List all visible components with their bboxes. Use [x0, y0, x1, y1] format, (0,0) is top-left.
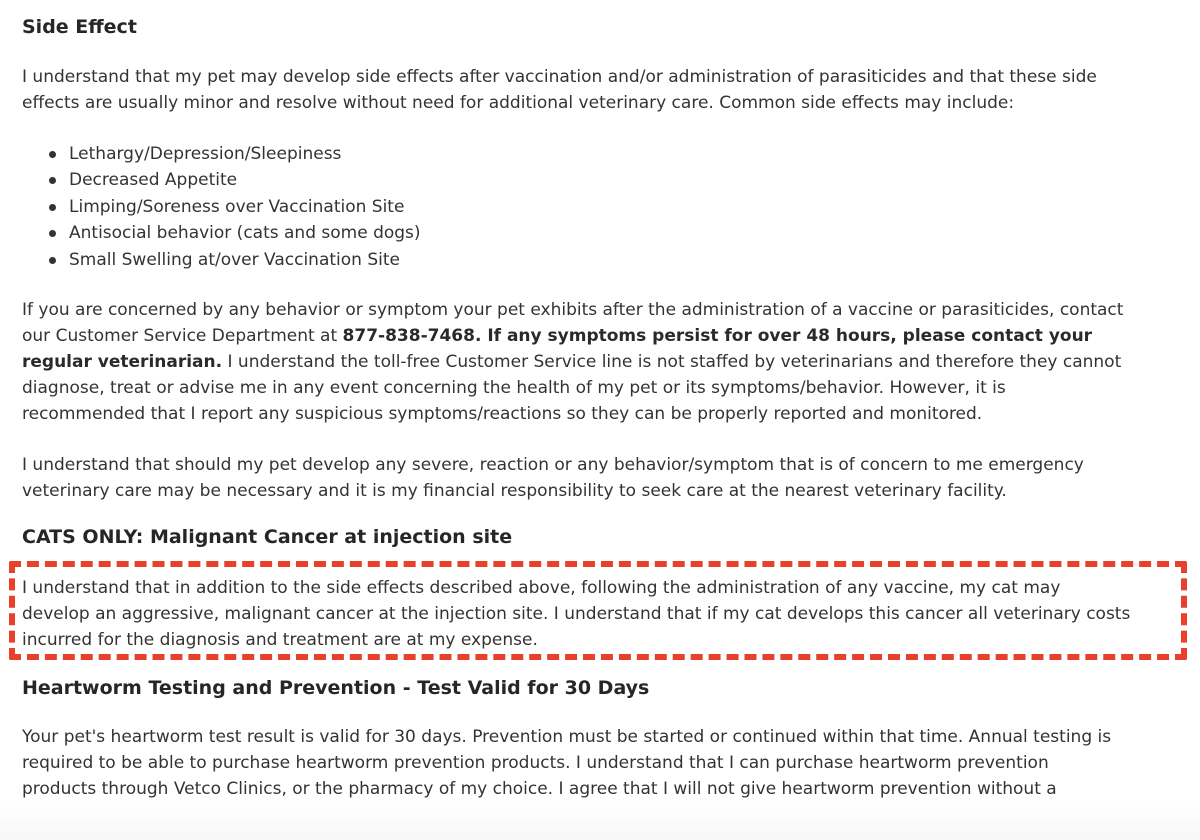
- emergency-paragraph: [22, 452, 1182, 504]
- concern-text: I understand the toll-free Customer Service line is not staffed by veterinarians and therefore they cannot: [222, 352, 1122, 372]
- regular-veterinarian-text: regular veterinarian.: [22, 352, 223, 372]
- concern-line: diagnose, treat or advise me in any event concerning the health of my pet or its symptoms/behavior. However, it is: [22, 378, 1006, 398]
- cats-only-line: develop an aggressive, malignant cancer at the injection site. I understand that if my cat develops this cancer all veterinary costs: [22, 604, 1131, 624]
- cats-only-heading: CATS ONLY: Malignant Cancer at injection site: [22, 526, 513, 548]
- customer-service-phone: 877-838-7468. If any symptoms persist for over 48 hours, please contact your: [342, 326, 1093, 346]
- side-effect-list: [22, 141, 421, 273]
- side-effect-intro-line: I understand that my pet may develop side effects after vaccination and/or administration of parasiticides and that these side: [22, 67, 1097, 87]
- side-effect-list-item: Lethargy/Depression/Sleepiness: [22, 141, 421, 167]
- emergency-line: veterinary care may be necessary and it is my financial responsibility to seek care at the nearest veterinary facility.: [22, 481, 1007, 501]
- side-effect-list-item: Small Swelling at/over Vaccination Site: [22, 247, 421, 273]
- heartworm-paragraph: [22, 724, 1182, 802]
- concern-line: If you are concerned by any behavior or symptom your pet exhibits after the administration of a vaccine or parasiticides, contact: [22, 300, 1124, 320]
- heartworm-heading: Heartworm Testing and Prevention - Test Valid for 30 Days: [22, 677, 650, 699]
- heartworm-line: required to be able to purchase heartworm prevention products. I understand that I can purchase heartworm prevention: [22, 753, 1049, 773]
- side-effect-list-item: Limping/Soreness over Vaccination Site: [22, 194, 421, 220]
- cats-only-paragraph: [22, 575, 1182, 653]
- cats-only-line: incurred for the diagnosis and treatment are at my expense.: [22, 630, 538, 650]
- cats-only-line: I understand that in addition to the side effects described above, following the administration of any vaccine, my cat may: [22, 578, 1061, 598]
- concern-line: recommended that I report any suspicious symptoms/reactions so they can be properly reported and monitored.: [22, 404, 983, 424]
- bottom-fade: [0, 800, 1200, 840]
- concern-text: our Customer Service Department at: [22, 326, 343, 346]
- side-effect-heading: Side Effect: [22, 16, 137, 38]
- concern-line: [22, 323, 1182, 349]
- heartworm-line: Your pet's heartworm test result is valid for 30 days. Prevention must be started or continued within that time. Annual testing is: [22, 727, 1112, 747]
- concern-line: [22, 349, 1182, 375]
- heartworm-line: products through Vetco Clinics, or the pharmacy of my choice. I agree that I will not give heartworm prevention without a: [22, 779, 1057, 799]
- emergency-line: I understand that should my pet develop any severe, reaction or any behavior/symptom that is of concern to me emergency: [22, 455, 1084, 475]
- side-effect-list-item: Antisocial behavior (cats and some dogs): [22, 220, 421, 246]
- side-effect-list-item: Decreased Appetite: [22, 167, 421, 193]
- side-effect-intro-line: effects are usually minor and resolve without need for additional veterinary care. Common side effects may include:: [22, 93, 1015, 113]
- concern-paragraph: [22, 297, 1182, 427]
- side-effect-intro: [22, 64, 1182, 116]
